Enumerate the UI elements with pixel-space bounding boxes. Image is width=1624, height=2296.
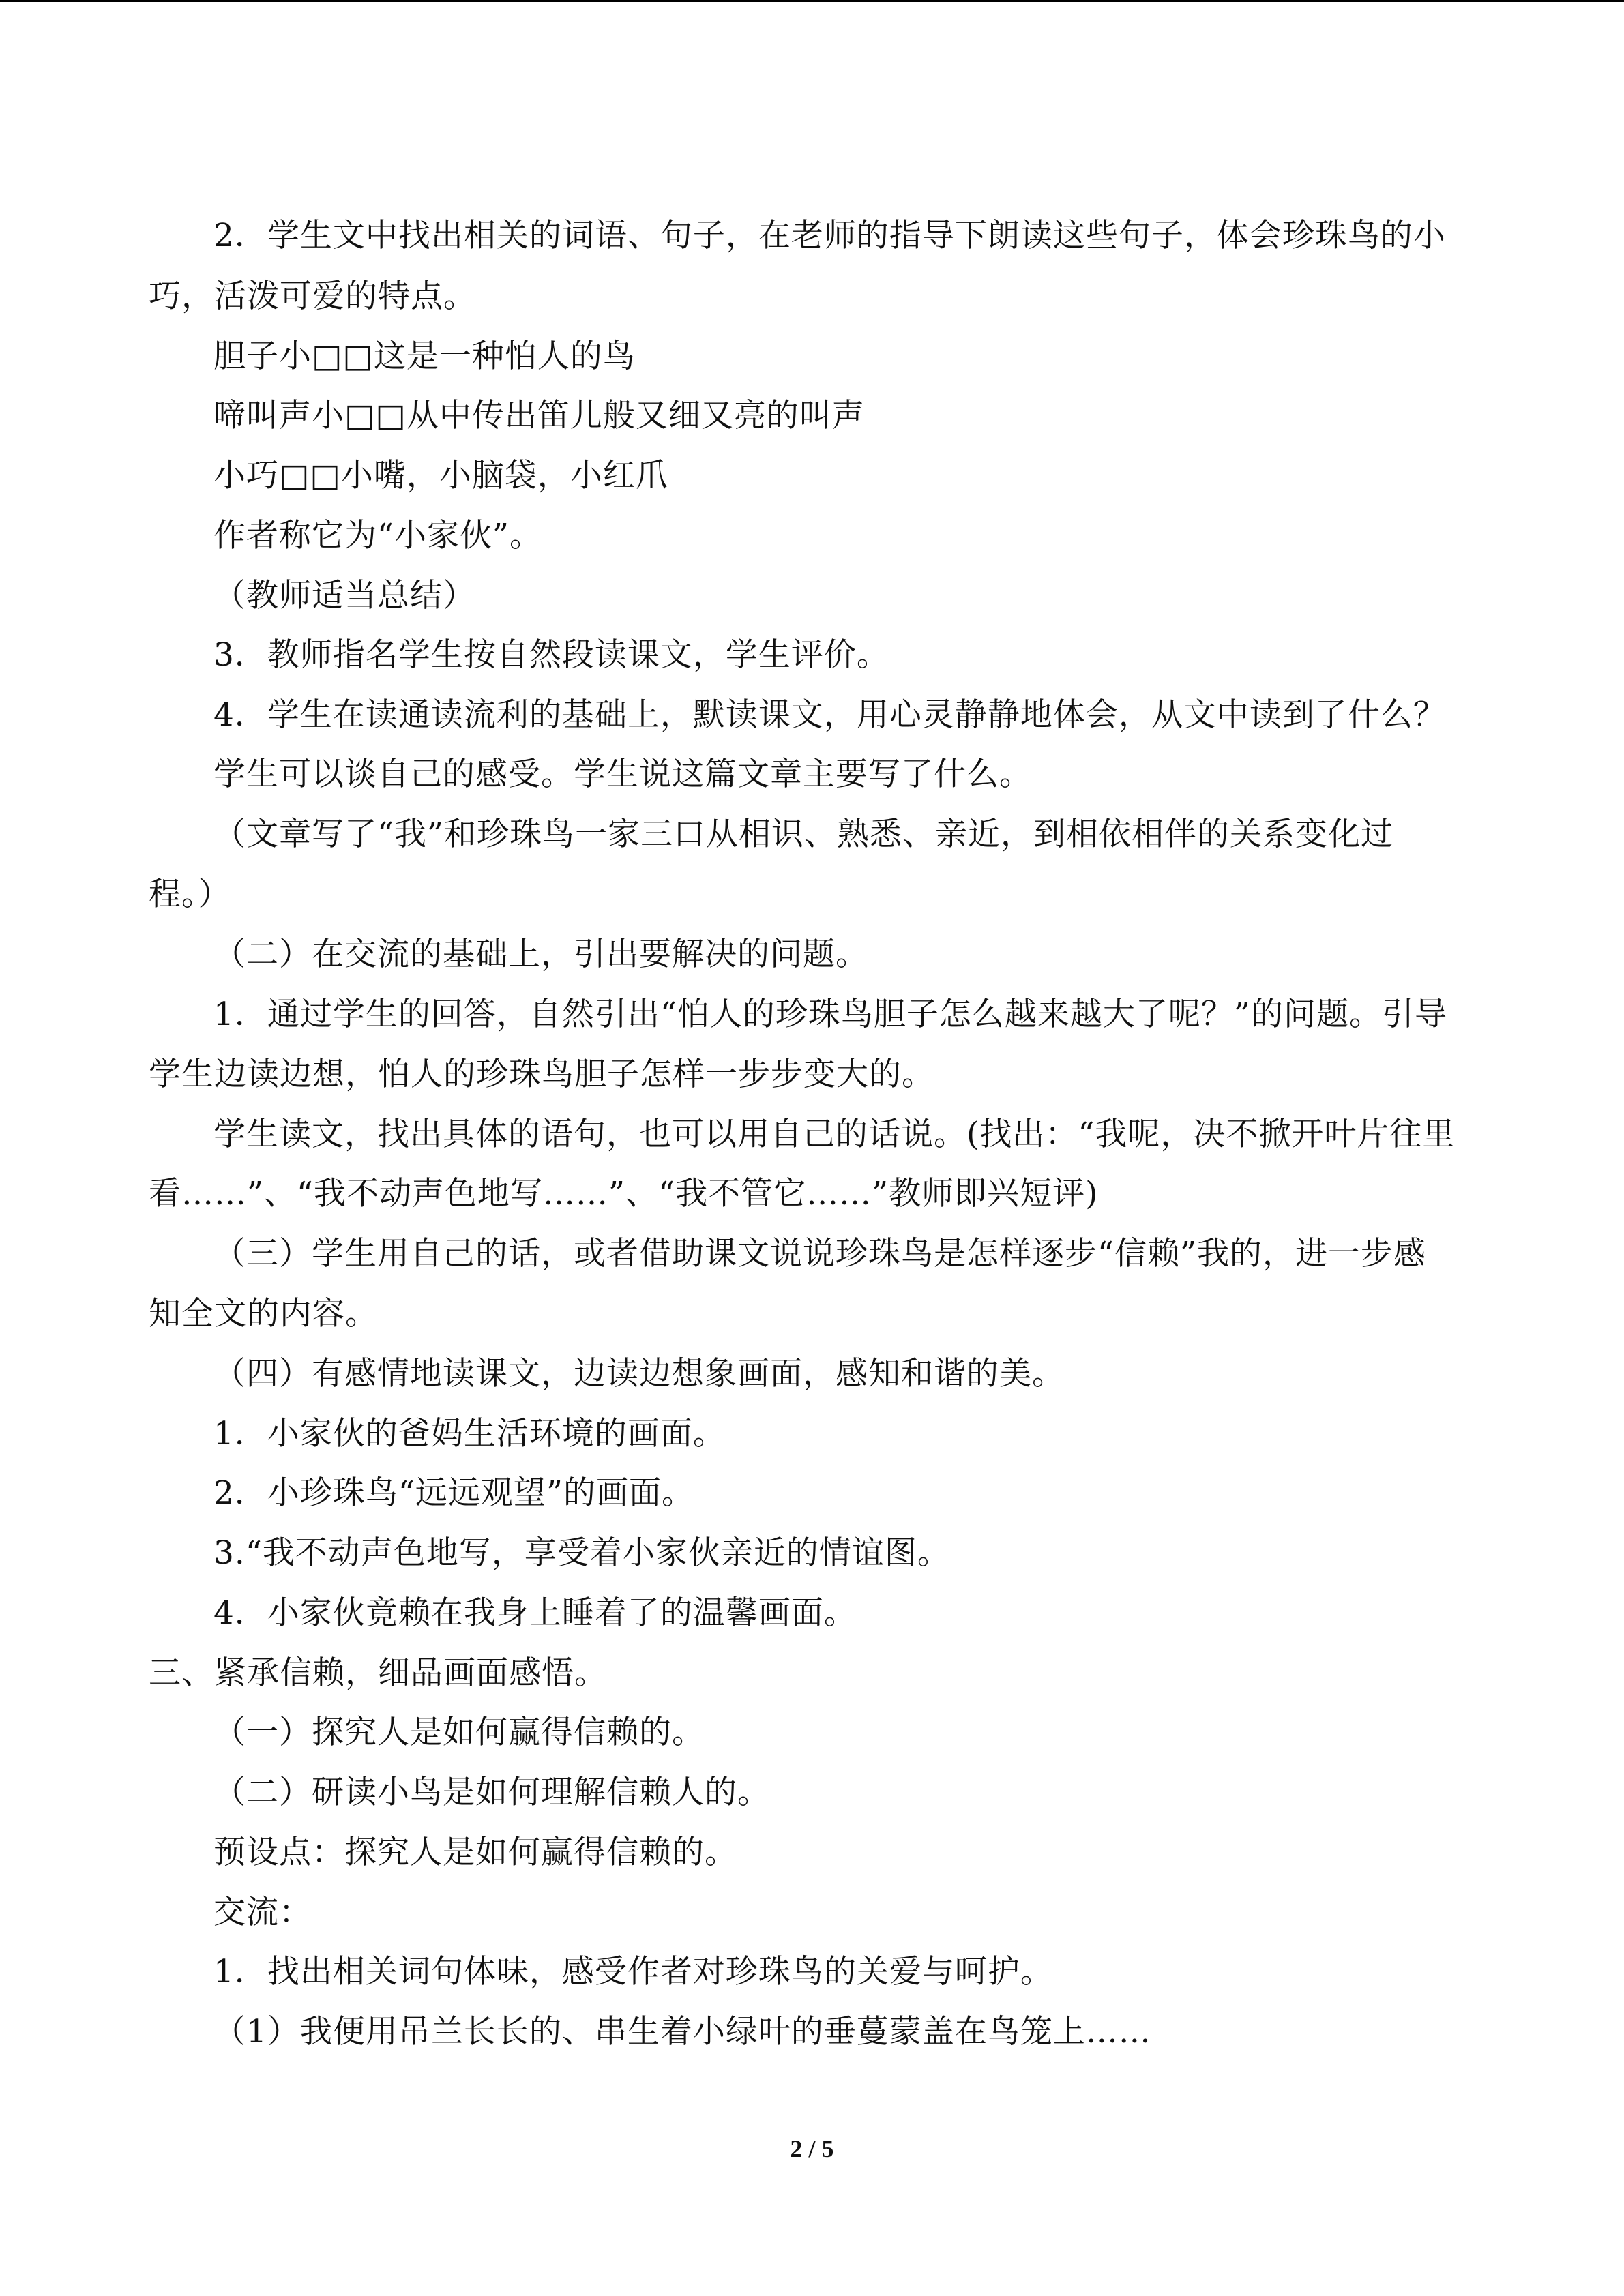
- text-line: 1．小家伙的爸妈生活环境的画面。: [213, 1415, 726, 1452]
- section-heading: （四）有感情地读课文，边读边想象画面，感知和谐的美。: [213, 1355, 1065, 1392]
- text-line: 1．通过学生的回答，自然引出“怕人的珍珠鸟胆子怎么越来越大了呢？”的问题。引导: [213, 996, 1447, 1033]
- text-line: 知全文的内容。: [149, 1295, 378, 1332]
- text-line: 学生边读边想，怕人的珍珠鸟胆子怎样一步步变大的。: [149, 1056, 934, 1093]
- section-heading: （二）在交流的基础上，引出要解决的问题。: [213, 936, 868, 973]
- page-number: 2 / 5: [790, 2135, 834, 2162]
- text-line: 4．小家伙竟赖在我身上睡着了的温馨画面。: [213, 1594, 857, 1632]
- text-line: 作者称它为“小家伙”。: [213, 517, 543, 554]
- text-line: 预设点：探究人是如何赢得信赖的。: [213, 1834, 737, 1871]
- text-line: 啼叫声小□□从中传出笛儿般又细又亮的叫声: [213, 397, 865, 434]
- text-line: 胆子小□□这是一种怕人的鸟: [213, 338, 636, 375]
- text-line: 4．学生在读通读流利的基础上，默读课文，用心灵静静地体会，从文中读到了什么？: [213, 696, 1446, 734]
- text-line: （文章写了“我”和珍珠鸟一家三口从相识、熟悉、亲近，到相依相伴的关系变化过: [213, 816, 1394, 853]
- section-heading: （一）探究人是如何赢得信赖的。: [213, 1714, 705, 1751]
- text-line: 看……”、“我不动声色地写……”、“我不管它……”教师即兴短评): [149, 1175, 1099, 1212]
- text-line: 程。）: [149, 876, 231, 913]
- text-line: 学生可以谈自己的感受。学生说这篇文章主要写了什么。: [213, 756, 1032, 793]
- text-line: 2．小珍珠鸟“远远观望”的画面。: [213, 1474, 694, 1512]
- text-line: 交流：: [213, 1894, 312, 1931]
- text-line: 1．找出相关词句体味，感受作者对珍珠鸟的关爱与呵护。: [213, 1953, 1053, 1991]
- text-line: （1）我便用吊兰长长的、串生着小绿叶的垂蔓蒙盖在鸟笼上……: [213, 2013, 1151, 2051]
- text-line: 小巧□□小嘴，小脑袋，小红爪: [213, 457, 668, 494]
- section-heading: （二）研读小鸟是如何理解信赖人的。: [213, 1774, 770, 1811]
- text-line: 巧，活泼可爱的特点。: [149, 278, 476, 315]
- text-line: 3.“我不动声色地写，享受着小家伙亲近的情谊图。: [213, 1534, 950, 1572]
- text-line: 3．教师指名学生按自然段读课文，学生评价。: [213, 636, 889, 674]
- section-heading: （三）学生用自己的话，或者借助课文说说珍珠鸟是怎样逐步“信赖”我的，进一步感: [213, 1235, 1427, 1272]
- text-line: 2．学生文中找出相关的词语、句子，在老师的指导下朗读这些句子，体会珍珠鸟的小: [213, 217, 1446, 254]
- text-line: 学生读文，找出具体的语句，也可以用自己的话说。(找出：“我呢，决不掀开叶片往里: [213, 1116, 1456, 1153]
- section-heading: 三、紧承信赖，细品画面感悟。: [149, 1654, 607, 1692]
- text-line: （教师适当总结）: [213, 577, 475, 614]
